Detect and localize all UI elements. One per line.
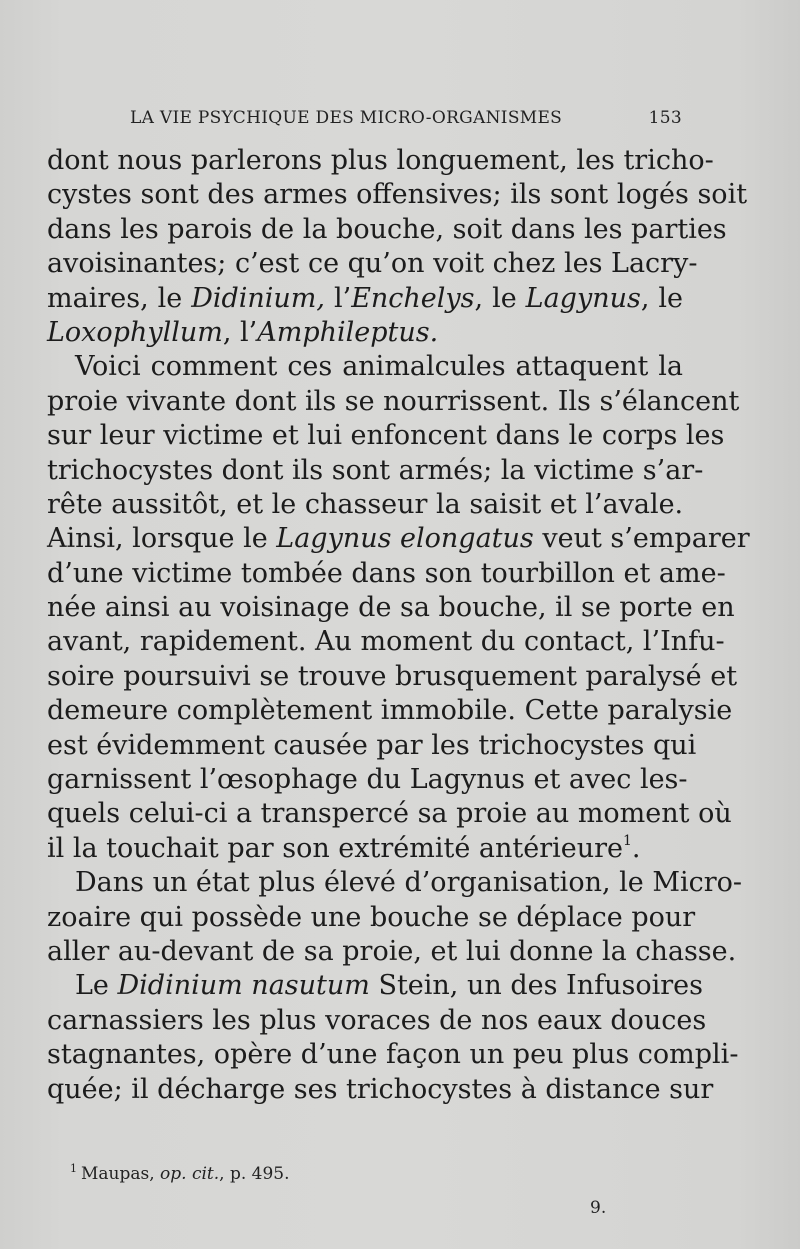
text-line: dans les parois de la bouche, soit dans les parties: [47, 213, 727, 245]
text-line: carnassiers les plus voraces de nos eaux douces: [47, 1004, 707, 1036]
text-line: demeure complètement immobile. Cette paralysie: [47, 695, 733, 727]
text-line: rête aussitôt, et le chasseur la saisit et l’avale.: [47, 488, 684, 520]
text-segment: Maupas,: [81, 1164, 161, 1184]
signature-mark: 9.: [590, 1198, 607, 1218]
text-line: quée; il décharge ses trichocystes à distance sur: [47, 1073, 714, 1105]
text-line: stagnantes, opère d’une façon un peu plus compli-: [47, 1039, 739, 1071]
text-line: avoisinantes; c’est ce qu’on voit chez les Lacry-: [47, 248, 698, 280]
text-line: [47, 316, 683, 350]
text-segment: veut s’emparer: [533, 523, 750, 555]
italic-term: op. cit.: [160, 1164, 220, 1184]
text-line: Voici comment ces animalcules attaquent la: [75, 351, 683, 383]
text-line: proie vivante dont ils se nourrissent. Ils s’élancent: [47, 385, 740, 417]
text-segment: Ainsi, lorsque le: [47, 523, 277, 555]
body-text: [47, 144, 750, 1107]
text-segment: il la touchait par son extrémité antérieure: [47, 832, 623, 864]
text-line: [47, 832, 683, 866]
text-line: sur leur victime et lui enfoncent dans le corps les: [47, 420, 725, 452]
text-line: [47, 969, 703, 1003]
text-segment: l’: [325, 282, 352, 314]
italic-term: Amphileptus.: [257, 316, 439, 348]
footnote-mark: 1: [70, 1162, 77, 1175]
italic-term: Lagynus elongatus: [276, 523, 534, 555]
page-number: 153: [648, 108, 682, 128]
text-segment: , l’: [222, 316, 258, 348]
text-segment: , p. 495.: [219, 1164, 290, 1184]
italic-term: Didinium,: [191, 282, 325, 314]
text-segment: .: [631, 832, 641, 864]
footnote: [70, 1162, 670, 1184]
text-segment: Le: [75, 970, 118, 1002]
text-segment: , le: [640, 282, 683, 314]
text-segment: Stein, un des Infusoires: [369, 970, 703, 1002]
text-line: [47, 522, 750, 556]
italic-term: Lagynus: [525, 282, 641, 314]
italic-term: Loxophyllum: [47, 316, 223, 348]
text-line: garnissent l’œsophage du Lagynus et avec les-: [47, 764, 688, 796]
running-head: [130, 108, 682, 128]
text-line: aller au-devant de sa proie, et lui donne la chasse.: [47, 935, 737, 967]
text-line: Dans un état plus élevé d’organisation, le Micro-: [75, 867, 743, 899]
running-head-title: LA VIE PSYCHIQUE DES MICRO-ORGANISMES: [130, 108, 563, 128]
text-line: est évidemment causée par les trichocystes qui: [47, 729, 697, 761]
text-segment: , le: [474, 282, 526, 314]
text-line: soire poursuivi se trouve brusquement paralysé et: [47, 660, 738, 692]
text-line: quels celui-ci a transpercé sa proie au moment où: [47, 798, 732, 830]
footnote-reference[interactable]: 1: [623, 832, 632, 849]
text-line: avant, rapidement. Au moment du contact, l’Infu-: [47, 626, 725, 658]
text-line: née ainsi au voisinage de sa bouche, il se porte en: [47, 592, 735, 624]
text-line: cystes sont des armes offensives; ils sont logés soit: [47, 179, 748, 211]
italic-term: Didinium nasutum: [117, 970, 370, 1002]
text-segment: maires, le: [47, 282, 192, 314]
footnote-text: [81, 1164, 290, 1184]
text-line: trichocystes dont ils sont armés; la victime s’ar-: [47, 454, 704, 486]
text-line: zoaire qui possède une bouche se déplace pour: [47, 901, 696, 933]
text-line: dont nous parlerons plus longuement, les tricho-: [47, 145, 714, 176]
text-line: d’une victime tombée dans son tourbillon et ame-: [47, 557, 726, 589]
italic-term: Enchelys: [351, 282, 475, 314]
text-line: [47, 282, 683, 316]
